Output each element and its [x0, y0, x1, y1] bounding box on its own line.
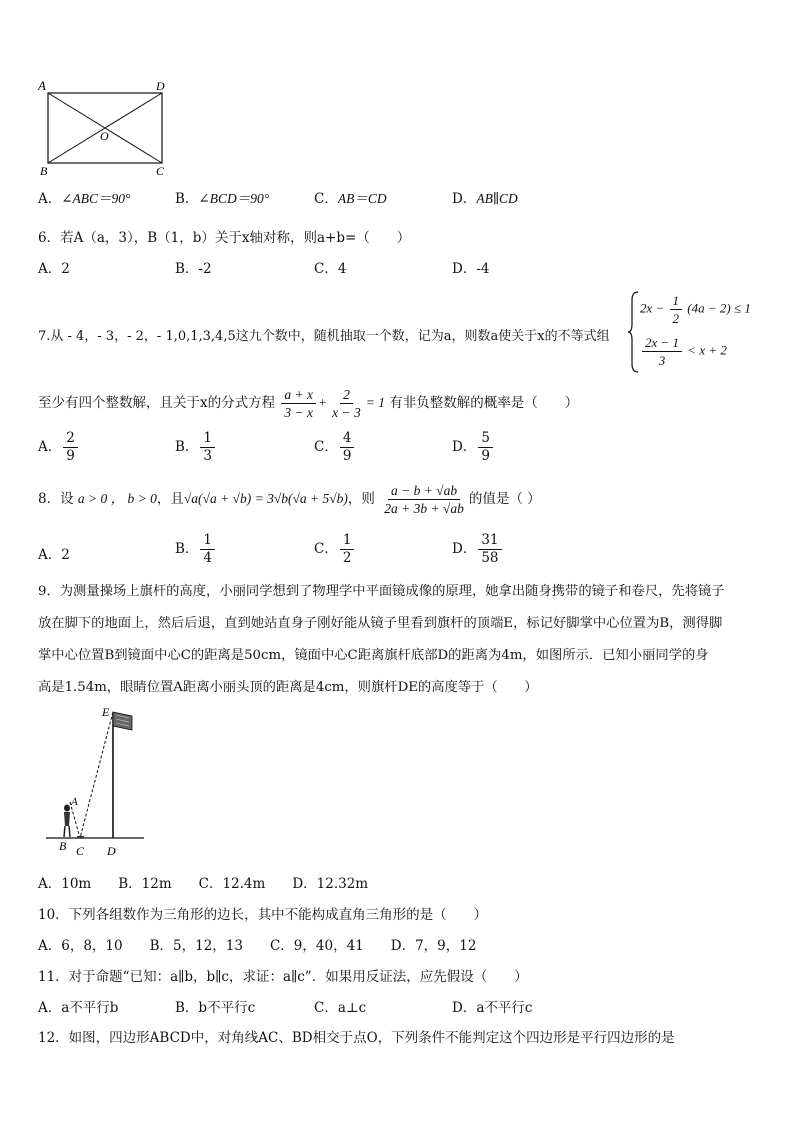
frac-den: 9 [342, 448, 352, 464]
q11-option-a[interactable] [38, 996, 118, 1016]
option-text: -4 [476, 261, 490, 277]
frac-den: 2a + 3b + √ab [384, 501, 464, 516]
q11-option-d[interactable] [452, 996, 532, 1016]
option-text: a不平行b [61, 1000, 119, 1016]
q8-then: ，则 [347, 491, 375, 507]
q6-option-b[interactable] [175, 257, 212, 277]
frac-num: 1 [340, 532, 355, 550]
option-text: AB∥CD [476, 191, 518, 206]
option-letter: A． [38, 1000, 62, 1016]
q8-option-b[interactable] [175, 532, 217, 567]
center-o-label: O [100, 129, 109, 143]
q7-option-b[interactable] [175, 430, 217, 465]
q10-stem: 10．下列各组数作为三角形的边长，其中不能构成直角三角形的是（ ） [38, 907, 488, 923]
frac-den: 58 [481, 550, 499, 566]
ineq2-fraction [642, 334, 682, 369]
q6-option-c[interactable] [314, 257, 346, 277]
vertex-d-label: D [156, 79, 165, 93]
frac-den: 9 [66, 448, 75, 464]
q9-line-1: 9．为测量操场上旗杆的高度，小丽同学想到了物理学中平面镜成像的原理，她拿出随身携带的镜子和卷尺，先将镜子 [38, 584, 725, 599]
option-text: a⊥c [337, 1000, 367, 1016]
q5-option-d[interactable] [452, 187, 518, 207]
q8-option-a[interactable] [38, 543, 70, 563]
q8-option-c[interactable] [314, 532, 356, 567]
frac-num: 2x − 1 [642, 334, 682, 352]
option-letter: D． [452, 541, 477, 557]
eq-plus: + [318, 395, 328, 410]
q7-option-a[interactable] [38, 430, 80, 465]
q6-stem: 6．若A（a，3），B（1，b）关于x轴对称，则a+b=（ ） [38, 230, 411, 246]
q8-equation: √a(√a + √b) = 3√b(√a + 5√b) [183, 491, 348, 506]
q7-inequality-2 [640, 334, 727, 369]
option-text: b不平行c [198, 1000, 256, 1016]
option-letter: B． [175, 191, 199, 207]
q7-option-c[interactable] [314, 430, 356, 465]
q11-option-c[interactable] [314, 996, 366, 1016]
option-letter: B． [175, 1000, 199, 1016]
q8-prefix: 8．设 [38, 491, 74, 507]
q8-stem [38, 482, 541, 517]
option-letter: D． [452, 191, 477, 207]
vertex-a-label: A [38, 78, 46, 93]
frac-num: 1 [200, 532, 215, 550]
frac-den: 3 − x [284, 405, 314, 420]
option-letter: A． [38, 191, 62, 207]
option-fraction [200, 430, 215, 465]
option-fraction [200, 532, 215, 567]
q7-text-b: 有非负整数解的概率是（ ） [389, 395, 579, 411]
q8-option-d[interactable] [452, 532, 504, 567]
frac-den: 9 [481, 448, 490, 464]
option-letter: C． [314, 1000, 338, 1016]
q5-option-b[interactable] [175, 187, 269, 207]
vertex-b-label: B [40, 164, 48, 178]
point-b-label: B [59, 839, 67, 853]
option-letter: A． [38, 439, 62, 455]
eq-fraction-1 [281, 386, 316, 421]
option-text: 2 [61, 261, 70, 277]
frac-den: 3 [203, 448, 213, 464]
frac-num: 4 [340, 430, 355, 448]
point-d-label: D [107, 844, 116, 858]
q9-options[interactable]: A．10m B．12m C．12.4m D．12.32m [38, 876, 369, 892]
frac-den: 2 [672, 311, 680, 326]
q7-stem-line1: 7.从 - 4，- 3，- 2，- 1,0,1,3,4,5这九个数中，随机抽取一个数，记为a，则数a使关于x的不等式组 [38, 329, 610, 344]
option-letter: D． [452, 261, 477, 277]
q6-option-a[interactable] [38, 257, 70, 277]
frac-den: x − 3 [332, 405, 361, 420]
option-letter: A． [38, 261, 62, 277]
point-c-label: C [76, 844, 85, 858]
frac-num: a + x [281, 386, 316, 404]
ineq1-fraction [670, 292, 683, 327]
option-letter: C． [314, 439, 338, 455]
q7-system-brace [628, 290, 640, 374]
option-text: 4 [337, 261, 347, 277]
option-text: -2 [198, 261, 212, 277]
q8-suffix: 的值是（ ） [468, 491, 541, 507]
q8-fraction [381, 482, 467, 517]
q9-line-3: 掌中心位置B到镜面中心C的距离是50cm，镜面中心C距离旗杆底部D的距离为4m，如图所示．已知小丽同学的身 [38, 648, 709, 663]
option-text: ∠ABC＝90° [61, 191, 131, 206]
option-fraction [478, 430, 493, 465]
q7-text-a: 至少有四个整数解，且关于x的分式方程 [38, 395, 276, 411]
flagpole-figure [40, 700, 150, 860]
option-letter: C． [314, 261, 338, 277]
q8-mid: ，且 [156, 491, 184, 507]
option-text: ∠BCD＝90° [198, 191, 270, 206]
option-text: AB＝CD [337, 191, 387, 206]
option-text: 2 [61, 547, 70, 563]
frac-den: 4 [203, 550, 213, 566]
option-fraction [340, 430, 355, 465]
frac-num: 5 [478, 430, 493, 448]
ineq1-rhs: (4a − 2) ≤ 1 [687, 300, 751, 316]
frac-den: 3 [658, 353, 666, 368]
option-letter: D． [452, 1000, 477, 1016]
ineq1-lhs: 2x − [640, 300, 665, 316]
eq-rhs: = 1 [365, 395, 386, 410]
point-e-label: E [102, 705, 110, 719]
q10-options[interactable]: A．6，8，10 B．5，12，13 C．9，40，41 D．7，9，12 [38, 938, 477, 954]
option-letter: A． [38, 547, 62, 563]
frac-num: 2 [340, 386, 353, 404]
q9-line-2: 放在脚下的地面上，然后后退，直到她站直身子刚好能从镜子里看到旗杆的顶端E，标记好脚掌中心位置为B，测得脚 [38, 616, 723, 631]
rectangle-figure [36, 78, 176, 178]
option-letter: D． [452, 439, 477, 455]
option-fraction [340, 532, 355, 567]
q7-stem-line2 [38, 386, 578, 421]
point-a-label: A [71, 796, 78, 808]
frac-num: 1 [200, 430, 215, 448]
q7-inequality-1 [640, 292, 751, 327]
frac-num: a − b + √ab [388, 482, 460, 500]
vertex-c-label: C [156, 164, 165, 178]
frac-den: 2 [342, 550, 352, 566]
option-letter: C． [314, 191, 338, 207]
option-letter: B． [175, 261, 199, 277]
option-fraction [478, 532, 501, 567]
q11-stem: 11．对于命题“已知：a∥b，b∥c，求证：a∥c”．如果用反证法，应先假设（ ） [38, 969, 528, 985]
option-fraction [63, 430, 78, 465]
option-text: a不平行c [476, 1000, 533, 1016]
eq-fraction-2 [329, 386, 364, 421]
frac-num: 2 [63, 430, 78, 448]
q8-condition: a > 0 ， b > 0 [77, 491, 157, 506]
frac-num: 31 [478, 532, 501, 550]
q6-option-d[interactable] [452, 257, 489, 277]
option-letter: B． [175, 541, 199, 557]
q9-line-4: 高是1.54m，眼睛位置A距离小丽头顶的距离是4cm，则旗杆DE的高度等于（ ） [38, 680, 538, 695]
option-letter: C． [314, 541, 338, 557]
frac-num: 1 [670, 292, 683, 310]
q7-option-d[interactable] [452, 430, 495, 465]
option-letter: B． [175, 439, 199, 455]
q12-stem: 12．如图，四边形ABCD中，对角线AC、BD相交于点O，下列条件不能判定这个四边形是平行四边形的是 [38, 1030, 675, 1046]
q5-option-a[interactable] [38, 187, 130, 207]
q11-option-b[interactable] [175, 996, 255, 1016]
q5-option-c[interactable] [314, 187, 387, 207]
ineq2-rhs: < x + 2 [687, 342, 727, 358]
